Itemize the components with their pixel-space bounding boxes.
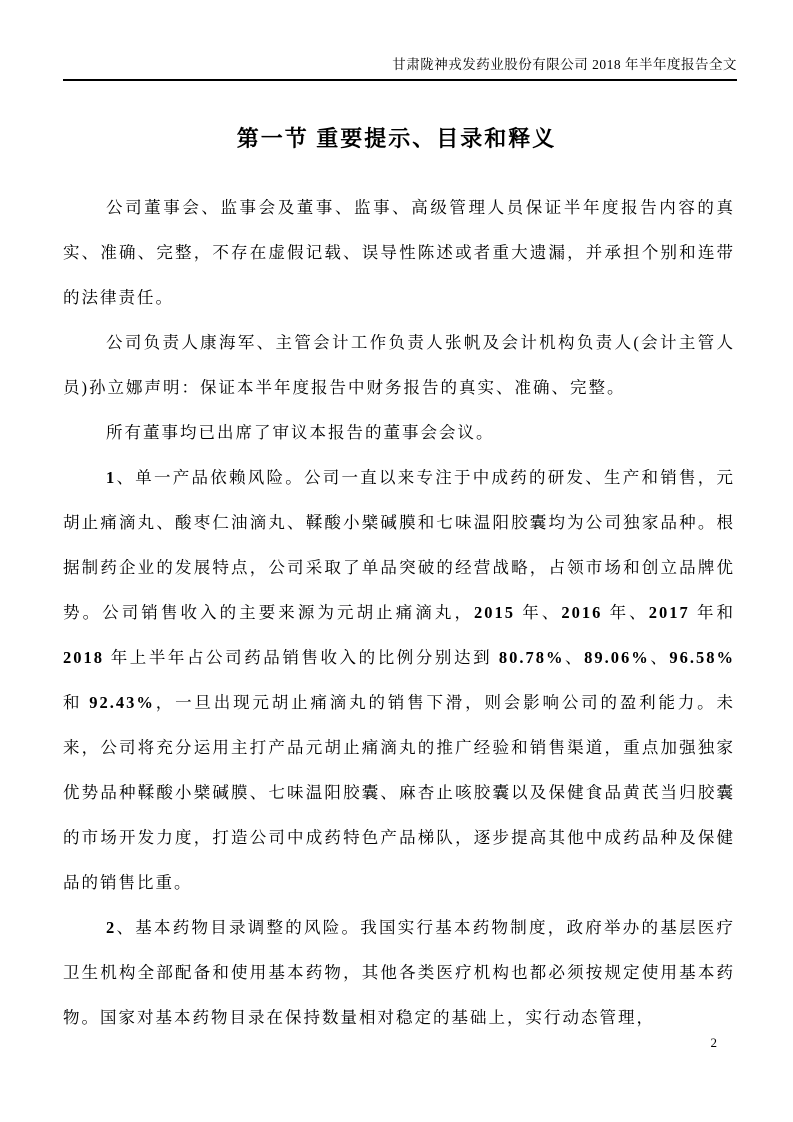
page-header [63,53,737,81]
text-run: 、 [649,648,670,667]
text-run: 和 [63,693,90,712]
paragraph [63,185,735,320]
text-run: 年上半年占公司药品销售收入的比例分别达到 [104,648,499,667]
bold-text-run: 80.78% [498,648,565,667]
text-run: 、单一产品依赖风险。公司一直以来专注于中成药的研发、生产和销售，元胡止痛滴丸、酸枣仁油滴丸、鞣酸小檗碱膜和七味温阳胶囊均为公司独家品种。根据制药企业的发展特点，公司采取了单品突破的经营战略，占领市场和创立品牌优势。公司销售收入的主要来源为元胡止痛滴丸， [63,468,735,622]
bold-text-run: 2 [106,918,117,937]
section-title: 第一节 重要提示、目录和释义 [236,126,557,151]
text-run: ，一旦出现元胡止痛滴丸的销售下滑，则会影响公司的盈利能力。未来，公司将充分运用主打产品元胡止痛滴丸的推广经验和销售渠道，重点加强独家优势品种鞣酸小檗碱膜、七味温阳胶囊、麻杏止咳胶囊以及保健食品黄芪当归胶囊的市场开发力度，打造公司中成药特色产品梯队，逐步提高其他中成药品种及保健品的销售比重。 [63,693,735,892]
paragraph [63,320,735,410]
text-run: 年、 [515,603,562,622]
text-run: 所有董事均已出席了审议本报告的董事会会议。 [106,423,495,442]
bold-text-run: 96.58% [669,648,736,667]
body-paragraphs [63,185,735,1040]
text-run: 年和 [689,603,736,622]
header-text: 甘肃陇神戎发药业股份有限公司 2018 年半年度报告全文 [392,57,737,72]
text-run: 公司董事会、监事会及董事、监事、高级管理人员保证半年度报告内容的真实、准确、完整，不存在虚假记载、误导性陈述或者重大遗漏，并承担个别和连带的法律责任。 [63,198,735,307]
text-run: 、基本药物目录调整的风险。我国实行基本药物制度，政府举办的基层医疗卫生机构全部配备和使用基本药物，其他各类医疗机构也都必须按规定使用基本药物。国家对基本药物目录在保持数量相对稳定的基础上，实行动态管理， [63,918,735,1027]
paragraph [63,455,735,905]
bold-text-run: 2017 [648,603,690,622]
bold-text-run: 2015 [474,603,516,622]
bold-text-run: 92.43% [89,693,155,712]
text-run: 公司负责人康海军、主管会计工作负责人张帆及会计机构负责人(会计主管人员)孙立娜声明：保证本半年度报告中财务报告的真实、准确、完整。 [63,333,735,397]
text-run: 年、 [602,603,649,622]
paragraph [63,410,735,455]
text-run: 、 [564,648,585,667]
bold-text-run: 1 [106,468,117,487]
bold-text-run: 2016 [561,603,603,622]
bold-text-run: 89.06% [584,648,650,667]
paragraph [63,905,735,1040]
bold-text-run: 2018 [63,648,104,667]
page-number: 2 [710,1035,717,1050]
